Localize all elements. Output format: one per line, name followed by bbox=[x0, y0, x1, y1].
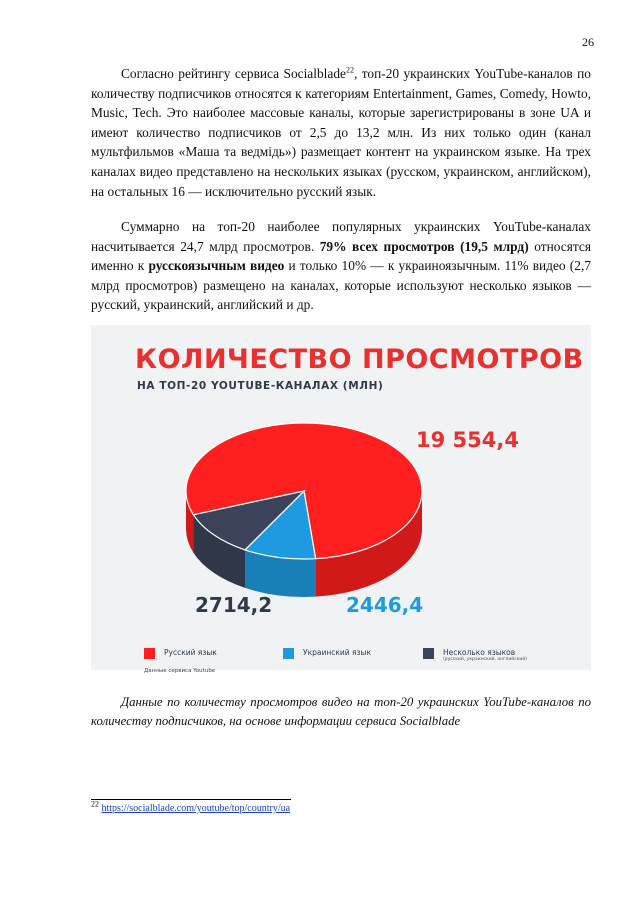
paragraph2-text-a: Суммарно на топ-20 наиболее популярных украинских YouTube-каналах насчитывается 24,7 млрд просмотров. bbox=[91, 219, 591, 254]
legend-label-ukrainian: Украинский язык bbox=[303, 648, 371, 657]
views-chart-figure bbox=[91, 325, 591, 674]
footnote-ref[interactable]: 22 bbox=[345, 65, 354, 75]
paragraph2-text-c: и только 10% — к украиноязычным. 11% видео (2,7 млрд просмотров) размещено на каналах, которые используют несколько языков — русский, украинский, английский и др. bbox=[91, 258, 592, 313]
pie-chart bbox=[91, 325, 591, 670]
legend-item-russian bbox=[144, 648, 217, 662]
legend-swatch-multi bbox=[423, 648, 434, 659]
legend-item-multi bbox=[423, 648, 527, 662]
data-label-multi: 2714,2 bbox=[195, 593, 273, 617]
chart-subtitle: НА ТОП-20 YOUTUBE-КАНАЛАХ (МЛН) bbox=[137, 380, 384, 392]
data-label-ukrainian: 2446,4 bbox=[346, 593, 424, 617]
legend-swatch-ukrainian bbox=[283, 648, 294, 659]
footnote-divider bbox=[91, 799, 291, 800]
legend-label-russian: Русский язык bbox=[164, 648, 217, 657]
data-label-russian: 19 554,4 bbox=[416, 428, 519, 452]
paragraph1-text-b: , топ-20 украинских YouTube-каналов по количеству подписчиков относятся к категориям Entertainment, Games, Comedy, Howto, Music, Tech. Это наиболее массовые каналы, которые зарегистрированы в зоне UA и имеют количество подписчиков от 2,5 до 13,2 млн. Из них только один (канал мультфильмов «Маша та ведмідь») размещает контент на украинском языке. На трех каналах видео представлено на нескольких языках (русском, украинском, английском), на остальных 16 — исключительно русский язык. bbox=[91, 66, 591, 199]
chart-source-note: Данные сервиса Youtube bbox=[144, 668, 216, 674]
legend-sublabel-multi: (русский, украинский, английский) bbox=[443, 657, 528, 662]
page-number: 26 bbox=[582, 35, 594, 49]
legend-item-ukrainian bbox=[283, 648, 371, 662]
footnote-link[interactable]: https://socialblade.com/youtube/top/country/ua bbox=[101, 803, 291, 814]
legend-label-multi-wrap bbox=[443, 648, 527, 663]
paragraph-socialblade-rating bbox=[91, 64, 591, 201]
chart-title: КОЛИЧЕСТВО ПРОСМОТРОВ bbox=[135, 344, 584, 375]
footnote bbox=[91, 799, 291, 814]
legend-label-multi: Несколько языков bbox=[443, 648, 516, 657]
paragraph-views-total bbox=[91, 217, 591, 315]
footnote-number: 22 bbox=[91, 799, 99, 809]
figure-caption bbox=[91, 693, 591, 731]
paragraph2-text-b: относятся именно к bbox=[91, 238, 591, 274]
paragraph2-bold-b: русскоязычным видео bbox=[148, 258, 285, 274]
paragraph2-bold-a: 79% всех просмотров (19,5 млрд) bbox=[319, 238, 529, 254]
figure-caption-text: Данные по количеству просмотров видео на топ-20 украинских YouTube-каналов по количеству подписчиков, на основе информации сервиса Socialblade bbox=[91, 695, 591, 728]
legend-swatch-russian bbox=[144, 648, 155, 659]
paragraph1-text-a: Согласно рейтингу сервиса Socialblade bbox=[121, 66, 346, 81]
